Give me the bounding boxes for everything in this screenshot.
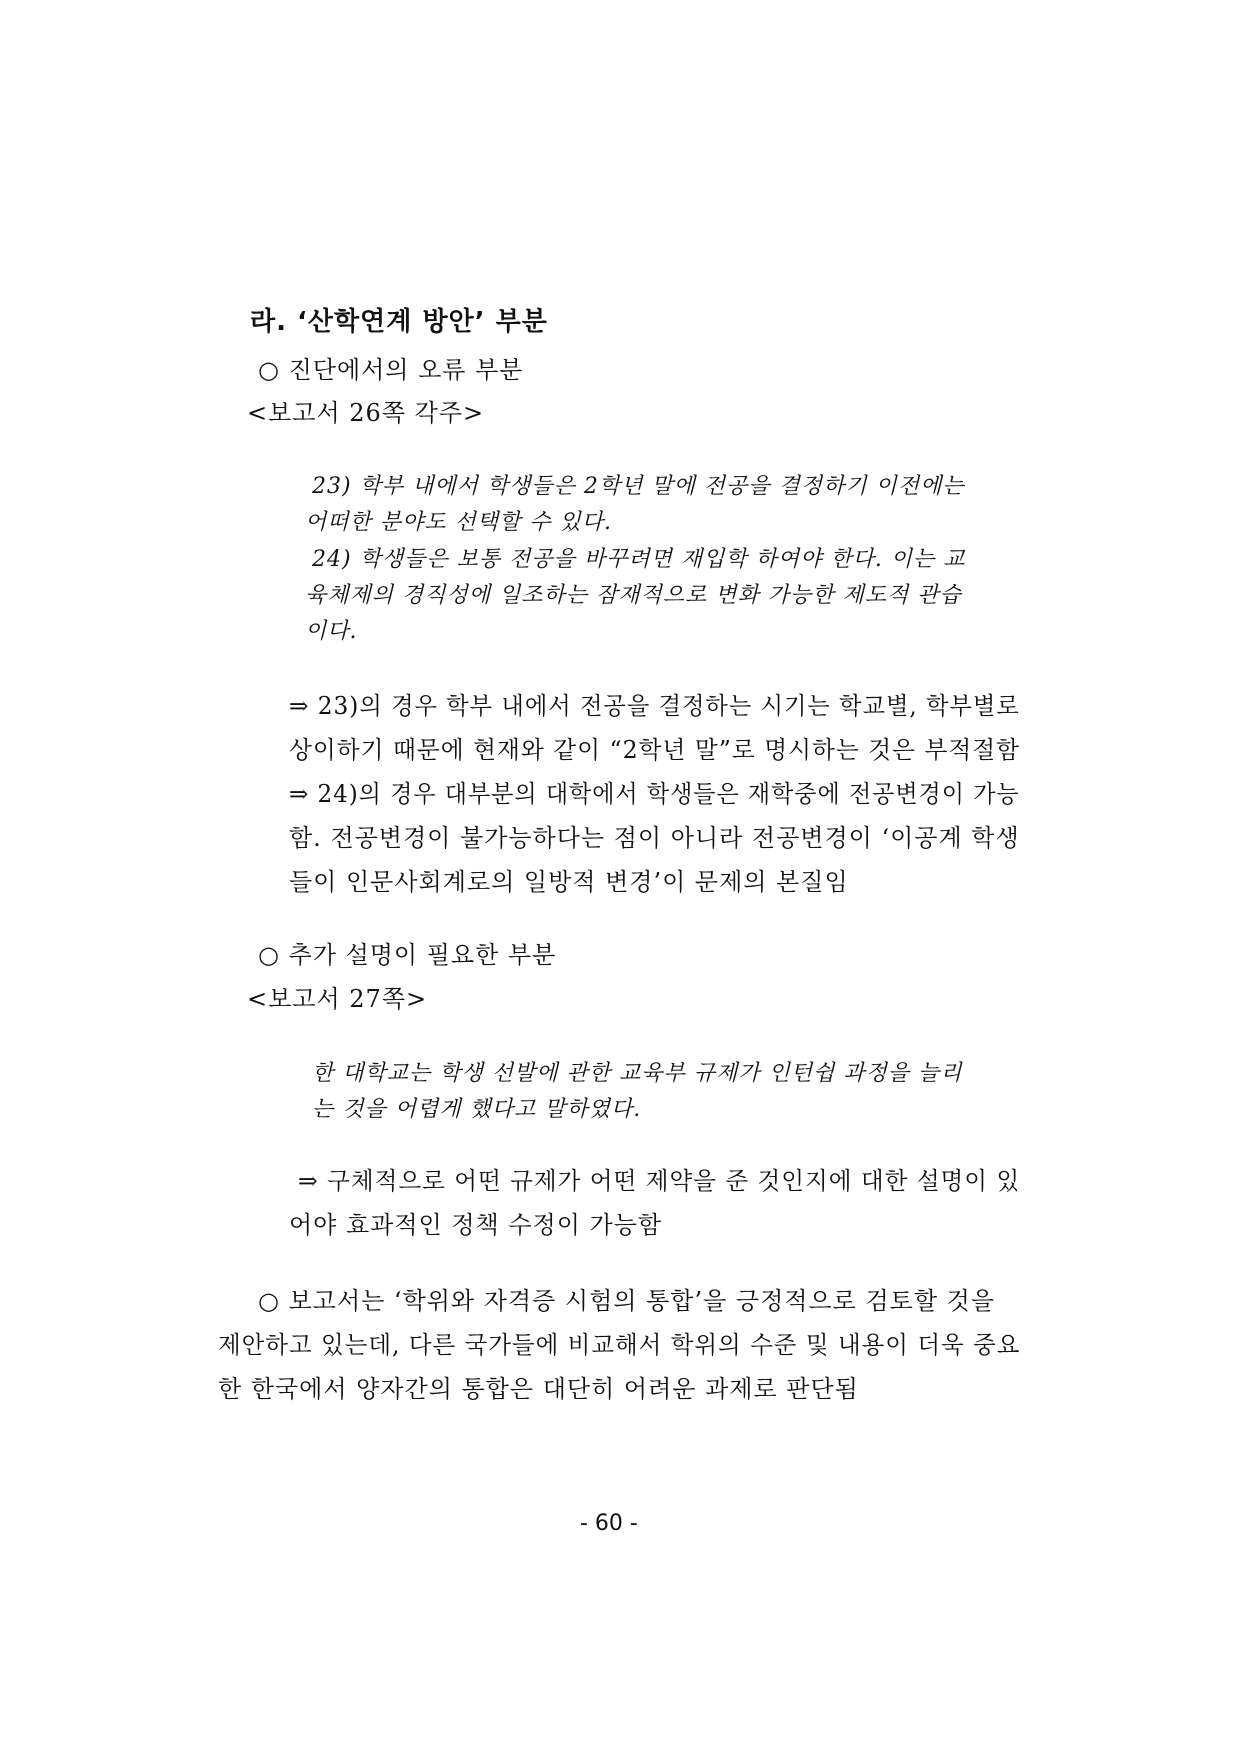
- integration-paragraph-line-2: 제안하고 있는데, 다른 국가들에 비교해서 학위의 수준 및 내용이 더욱 중요: [218, 1331, 1021, 1359]
- comment-regulation-line-2: 어야 효과적인 정책 수정이 가능함: [289, 1211, 663, 1239]
- comment-regulation-line-1: ⇒ 구체적으로 어떤 규제가 어떤 제약을 준 것인지에 대한 설명이 있: [298, 1167, 1021, 1195]
- comment-24-line-1: ⇒ 24)의 경우 대부분의 대학에서 학생들은 재학중에 전공변경이 가능: [289, 780, 1020, 808]
- report-reference-p27: <보고서 27쪽>: [247, 985, 428, 1013]
- page-number: - 60 -: [580, 1511, 638, 1536]
- comment-24-line-3: 들이 인문사회계로의 일방적 변경’이 문제의 본질임: [289, 868, 849, 896]
- bullet-diagnosis-errors: ○ 진단에서의 오류 부분: [258, 356, 524, 384]
- section-heading: 라. ‘산학연계 방안’ 부분: [250, 307, 548, 337]
- footnote-23-line-1: 23) 학부 내에서 학생들은 2학년 말에 전공을 결정하기 이전에는: [312, 474, 965, 499]
- footnote-24-line-1: 24) 학생들은 보통 전공을 바꾸려면 재입학 하여야 한다. 이는 교: [312, 547, 966, 572]
- integration-paragraph-line-1: ○ 보고서는 ‘학위와 자격증 시험의 통합’을 긍정적으로 검토할 것을: [258, 1287, 996, 1315]
- comment-23-line-1: ⇒ 23)의 경우 학부 내에서 전공을 결정하는 시기는 학교별, 학부별로: [289, 692, 1020, 720]
- footnote-23-line-2: 어떠한 분야도 선택할 수 있다.: [305, 510, 612, 535]
- comment-23-line-2: 상이하기 때문에 현재와 같이 “2학년 말”로 명시하는 것은 부적절함: [289, 736, 1020, 764]
- footnote-24-line-2: 육체제의 경직성에 일조하는 잠재적으로 변화 가능한 제도적 관습: [305, 583, 962, 608]
- bullet-additional-explanation: ○ 추가 설명이 필요한 부분: [258, 941, 557, 969]
- report-reference-p26: <보고서 26쪽 각주>: [247, 399, 485, 427]
- quote-line-2: 는 것을 어렵게 했다고 말하였다.: [312, 1097, 642, 1122]
- integration-paragraph-line-3: 한 한국에서 양자간의 통합은 대단히 어려운 과제로 판단됨: [218, 1375, 859, 1403]
- comment-24-line-2: 함. 전공변경이 불가능하다는 점이 아니라 전공변경이 ‘이공계 학생: [289, 824, 1020, 852]
- footnote-24-line-3: 이다.: [305, 619, 358, 644]
- quote-line-1: 한 대학교는 학생 선발에 관한 교육부 규제가 인턴쉽 과정을 늘리: [312, 1061, 963, 1086]
